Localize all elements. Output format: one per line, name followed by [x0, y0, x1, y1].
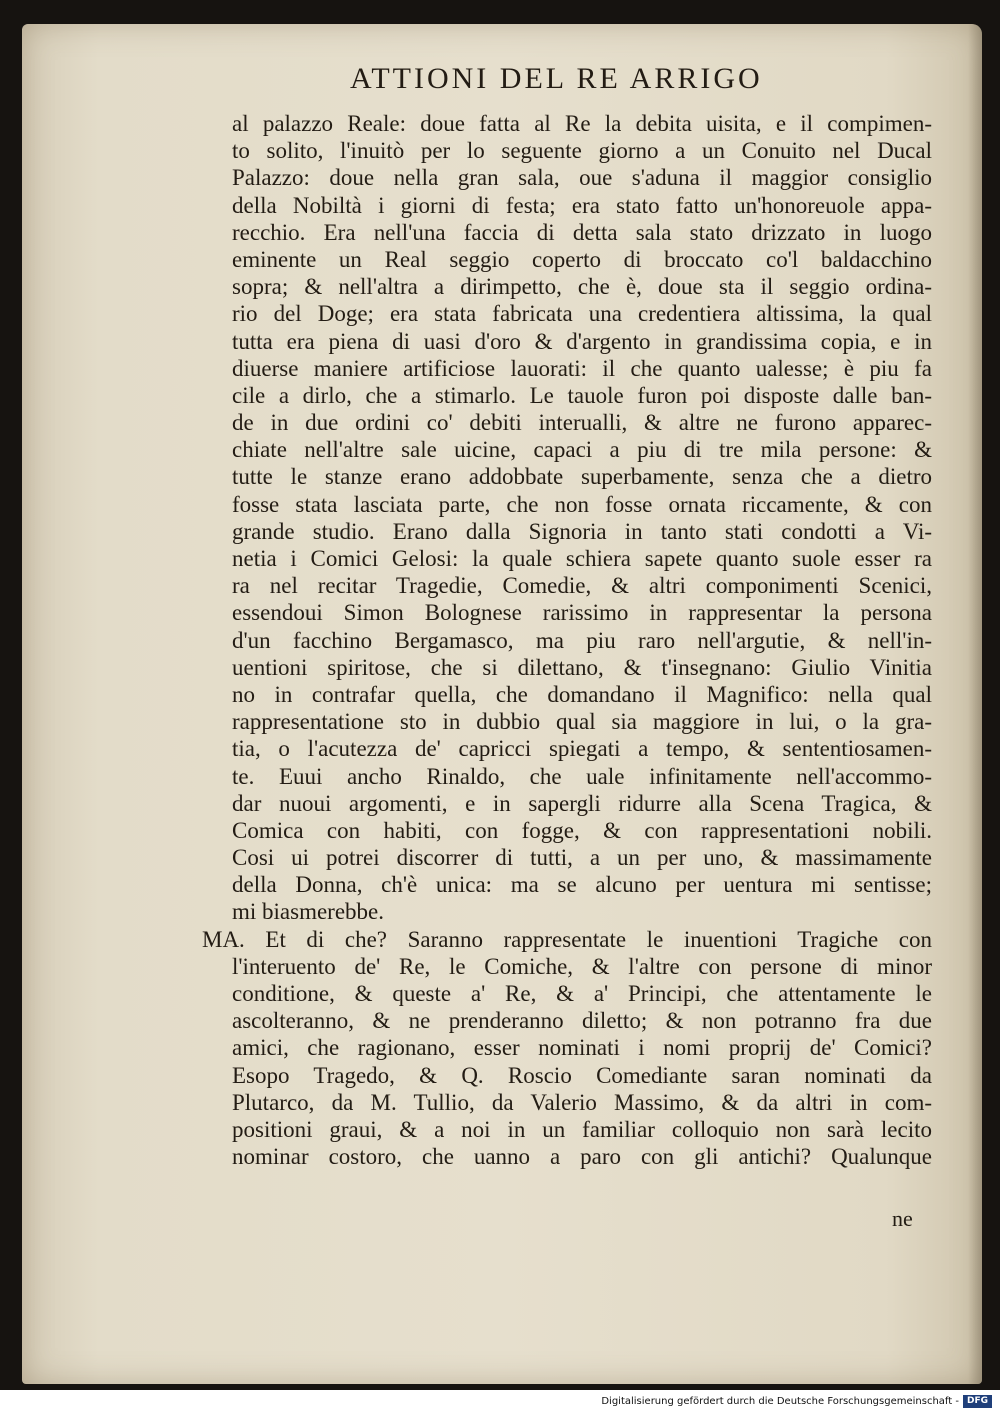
- running-head: ATTIONI DEL RE ARRIGO: [350, 62, 763, 95]
- text-line: tia, o l'acutezza de' capricci spiegati a tempo, & sententiosamen-: [232, 736, 932, 762]
- text-line: positioni graui, & a noi in un familiar colloquio non sarà lecito: [232, 1116, 932, 1142]
- text-line: sopra; & nell'altra a dirimpetto, che è, doue sta il seggio ordina-: [232, 274, 932, 300]
- text-line: de in due ordini co' debiti interualli, & altre ne furono apparec-: [232, 410, 932, 436]
- text-line: nominar costoro, che uanno a paro con gli antichi? Qualunque: [232, 1144, 932, 1170]
- text-line: dar nuoui argomenti, e in sapergli ridurre alla Scena Tragica, &: [232, 790, 932, 816]
- text-line: to solito, l'inuitò per lo seguente giorno a un Conuito nel Ducal: [232, 138, 932, 164]
- text-line: tutte le stanze erano addobbate superbamente, senza che a dietro: [232, 464, 932, 490]
- text-line: mi biasmerebbe.: [232, 899, 385, 925]
- text-line: essendoui Simon Bolognese rarissimo in rappresentar la persona: [232, 600, 932, 626]
- text-line: no in contrafar quella, che domandano il Magnifico: nella qual: [232, 681, 932, 707]
- text-line: te. Euui ancho Rinaldo, che uale infinitamente nell'accommo-: [232, 763, 932, 789]
- text-line: grande studio. Erano dalla Signoria in tanto stati condotti a Vi-: [232, 518, 932, 544]
- text-line: Comica con habiti, con fogge, & con rappresentationi nobili.: [232, 817, 932, 843]
- text-line: al palazzo Reale: doue fatta al Re la debita uisita, e il compimen-: [232, 111, 932, 136]
- text-line: Esopo Tragedo, & Q. Roscio Comediante saran nominati da: [232, 1062, 932, 1088]
- text-line: d'un facchino Bergamasco, ma piu raro nell'argutie, & nell'in-: [232, 627, 932, 653]
- text-line: Palazzo: doue nella gran sala, oue s'aduna il maggior consiglio: [232, 165, 932, 191]
- text-line: uentioni spiritose, che si dilettano, & t'insegnano: Giulio Vinitia: [232, 654, 932, 680]
- text-line: diuerse maniere artificiose lauorati: il che quanto ualesse; è piu fa: [232, 355, 932, 381]
- text-line: della Nobiltà i giorni di festa; era stato fatto un'honoreuole appa-: [232, 192, 932, 218]
- text-line: l'interuento de' Re, le Comiche, & l'altre con persone di minor: [232, 953, 932, 979]
- main-text: [202, 110, 932, 1170]
- text-line: amici, che ragionano, esser nominati i nomi proprij de' Comici?: [232, 1035, 932, 1061]
- text-line: rappresentatione sto in dubbio qual sia maggiore in lui, o la gra-: [232, 709, 932, 735]
- footer-text: Digitalisierung gefördert durch die Deutsche Forschungsgemeinschaft -: [601, 1395, 959, 1407]
- text-line: ascolteranno, & ne prenderanno diletto; & non potranno fra due: [232, 1008, 932, 1034]
- catchword: ne: [892, 1206, 913, 1231]
- speech-first-line: [202, 926, 932, 953]
- text-line: recchio. Era nell'una faccia di detta sala stato drizzato in luogo: [232, 219, 932, 245]
- text-line: netia i Comici Gelosi: la quale schiera sapete quanto suole esser ra: [232, 546, 932, 571]
- speaker-label: MA.: [202, 926, 245, 952]
- text-line: della Donna, ch'è unica: ma se alcuno per uentura mi sentisse;: [232, 872, 932, 898]
- text-line: chiate nell'altre sale uicine, capaci a piu di tre mila persone: &: [232, 437, 932, 463]
- text-line: conditione, & queste a' Re, & a' Principi, che attentamente le: [232, 981, 932, 1006]
- page-edge-shadow: [968, 24, 982, 1384]
- text-line: ra nel recitar Tragedie, Comedie, & altri componimenti Scenici,: [232, 573, 932, 599]
- text-line: eminente un Real seggio coperto di broccato co'l baldacchino: [232, 246, 932, 272]
- speech-first-text: Et di che? Saranno rappresentate le inuentioni Tragiche con: [265, 926, 932, 952]
- dfg-logo-icon: DFG: [963, 1395, 992, 1408]
- text-line: tutta era piena di uasi d'oro & d'argento in grandissima copia, e in: [232, 328, 932, 354]
- text-line: Plutarco, da M. Tullio, da Valerio Massimo, & da altri in com-: [232, 1089, 932, 1115]
- text-line: rio del Doge; era stata fabricata una credentiera altissima, la qual: [232, 301, 932, 327]
- text-line: fosse stata lasciata parte, che non fosse ornata riccamente, & con: [232, 491, 932, 517]
- digitization-footer: [601, 1393, 992, 1409]
- text-line: Cosi ui potrei discorrer di tutti, a un per uno, & massimamente: [232, 845, 932, 871]
- text-line: cile a dirlo, che a stimarlo. Le tauole furon poi disposte dalle ban-: [232, 382, 932, 408]
